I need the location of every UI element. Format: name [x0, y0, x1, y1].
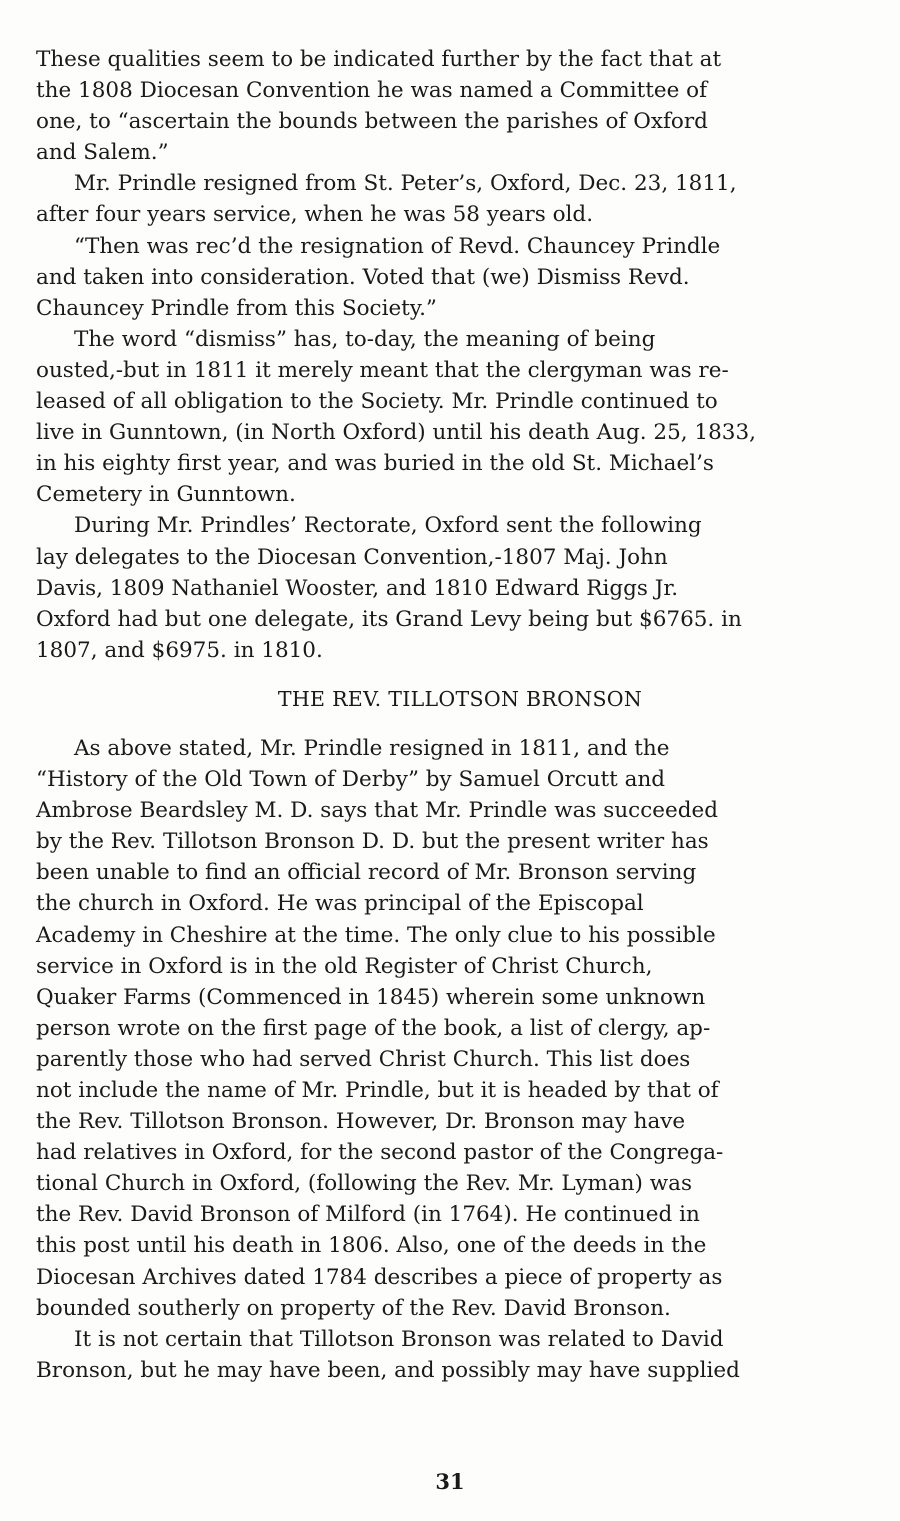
text-line: tional Church in Oxford, (following the Rev. Mr. Lyman) was: [36, 1171, 693, 1197]
text-line: Diocesan Archives dated 1784 describes a piece of property as: [36, 1264, 723, 1290]
text-line: 1807, and $6975. in 1810.: [36, 637, 323, 663]
text-line: bounded southerly on property of the Rev. David Bronson.: [36, 1295, 671, 1321]
paragraph: [36, 510, 884, 665]
paragraph-group-bottom: [36, 733, 884, 1386]
text-line: Bronson, but he may have been, and possibly may have supplied: [36, 1357, 740, 1383]
paragraph: [36, 733, 884, 1324]
text-line: Oxford had but one delegate, its Grand Levy being but $6765. in: [36, 606, 742, 632]
text-line: after four years service, when he was 58 years old.: [36, 202, 594, 228]
page-content: [36, 44, 884, 1386]
text-line: been unable to find an official record of Mr. Bronson serving: [36, 860, 697, 886]
text-line: “History of the Old Town of Derby” by Samuel Orcutt and: [36, 767, 666, 793]
text-line: The word “dismiss” has, to-day, the meaning of being: [74, 326, 656, 352]
text-line: person wrote on the first page of the book, a list of clergy, ap-: [36, 1015, 711, 1041]
text-line: and Salem.”: [36, 140, 169, 166]
text-line: not include the name of Mr. Prindle, but it is headed by that of: [36, 1078, 719, 1103]
text-line: ousted,-but in 1811 it merely meant that the clergyman was re-: [36, 357, 729, 383]
text-line: “Then was rec’d the resignation of Revd. Chauncey Prindle: [74, 233, 721, 259]
text-line: the church in Oxford. He was principal of the Episcopal: [36, 891, 644, 917]
text-line: lay delegates to the Diocesan Convention,-1807 Maj. John: [36, 544, 668, 570]
text-line: These qualities seem to be indicated further by the fact that at: [36, 47, 722, 72]
paragraph: [36, 231, 884, 324]
text-line: Quaker Farms (Commenced in 1845) wherein some unknown: [36, 984, 706, 1010]
text-line: Mr. Prindle resigned from St. Peter’s, Oxford, Dec. 23, 1811,: [74, 171, 737, 197]
text-line: leased of all obligation to the Society. Mr. Prindle continued to: [36, 389, 718, 415]
text-line: Chauncey Prindle from this Society.”: [36, 295, 437, 321]
text-line: parently those who had served Christ Church. This list does: [36, 1046, 691, 1072]
text-line: the Rev. Tillotson Bronson. However, Dr. Bronson may have: [36, 1109, 686, 1135]
text-line: this post until his death in 1806. Also, one of the deeds in the: [36, 1233, 707, 1259]
text-line: the 1808 Diocesan Convention he was named a Committee of: [36, 78, 708, 104]
text-line: service in Oxford is in the old Register of Christ Church,: [36, 953, 653, 979]
text-line: by the Rev. Tillotson Bronson D. D. but the present writer has: [36, 829, 709, 855]
text-line: and taken into consideration. Voted that (we) Dismiss Revd.: [36, 264, 690, 290]
paragraph: [36, 324, 884, 511]
text-line: Cemetery in Gunntown.: [36, 482, 296, 508]
text-line: Ambrose Beardsley M. D. says that Mr. Prindle was succeeded: [36, 798, 718, 824]
text-line: had relatives in Oxford, for the second pastor of the Congrega-: [36, 1140, 724, 1166]
text-line: During Mr. Prindles’ Rectorate, Oxford sent the following: [74, 513, 702, 539]
text-line: Davis, 1809 Nathaniel Wooster, and 1810 Edward Riggs Jr.: [36, 575, 679, 601]
text-line: As above stated, Mr. Prindle resigned in 1811, and the: [74, 735, 670, 761]
text-line: Academy in Cheshire at the time. The only clue to his possible: [36, 922, 716, 948]
text-line: It is not certain that Tillotson Bronson was related to David: [74, 1326, 724, 1352]
text-line: the Rev. David Bronson of Milford (in 1764). He continued in: [36, 1202, 700, 1228]
paragraph-group-top: [36, 44, 884, 666]
text-line: live in Gunntown, (in North Oxford) until his death Aug. 25, 1833,: [36, 420, 756, 446]
paragraph: [36, 1324, 884, 1386]
page-number: 31: [435, 1469, 465, 1494]
section-heading: THE REV. TILLOTSON BRONSON: [277, 686, 643, 711]
paragraph: [36, 168, 884, 230]
text-line: in his eighty first year, and was buried in the old St. Michael’s: [36, 451, 714, 477]
paragraph: [36, 44, 884, 168]
text-line: one, to “ascertain the bounds between the parishes of Oxford: [36, 109, 708, 135]
